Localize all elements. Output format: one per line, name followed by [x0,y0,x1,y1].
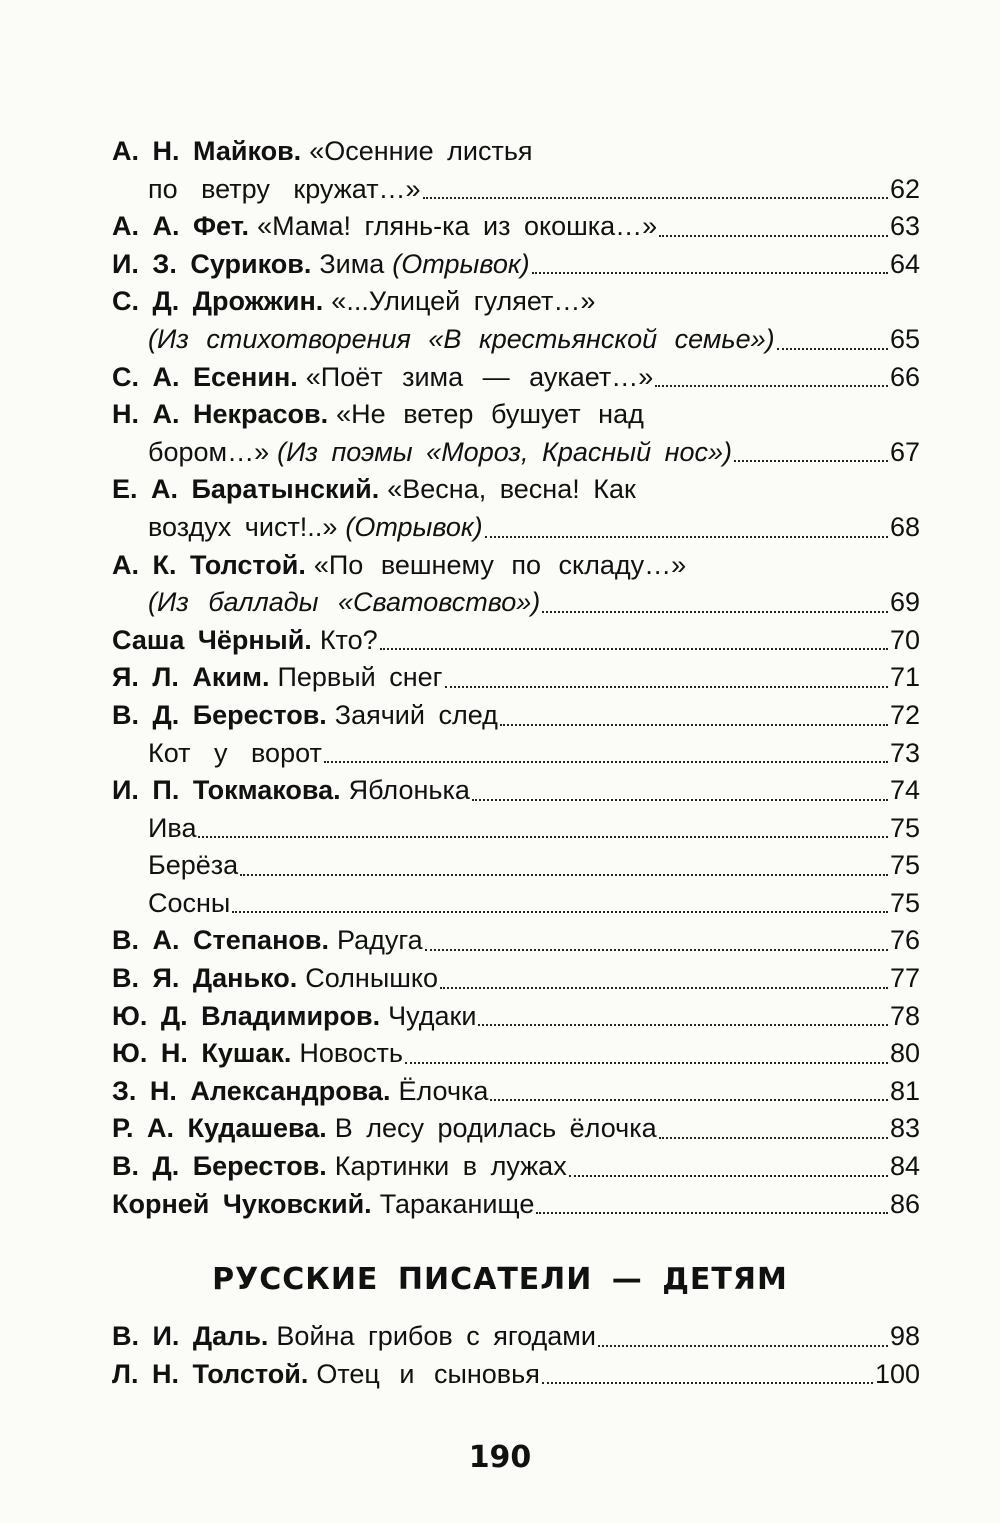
dot-leader [532,272,888,274]
entry-title: «Осенние листья [309,136,533,166]
dot-leader [405,1062,888,1064]
entry-title: Отец и сыновья [316,1358,540,1389]
entry-title: «...Улицей гуляет…» [331,286,596,317]
entry-author: В. Я. Данько. [112,963,298,994]
entry-note: (Отрывок) [392,248,530,279]
entry-author: И. П. Токмакова. [112,775,341,806]
dot-leader [777,348,888,350]
toc-entry-stepanov [112,922,920,960]
dot-leader [240,874,888,876]
toc-entry-tolstoy-ak [112,547,920,585]
table-of-contents-section [112,1318,920,1393]
toc-entry-vladimirov [112,998,920,1036]
toc-entry-kot-u-vorot [112,735,920,773]
entry-title-cont: бором…» [148,436,270,467]
entry-author: В. Д. Берестов. [112,699,327,730]
entry-title: Кот у ворот [148,737,322,768]
dot-leader [472,799,888,801]
entry-author: Р. А. Кудашева. [112,1113,327,1144]
entry-author: Ю. Н. Кушак. [112,1038,292,1069]
toc-entry-aleksandrova [112,1073,920,1111]
entry-title: Новость [299,1038,403,1069]
entry-title: Яблонька [348,775,470,806]
toc-entry-drozhzhin [112,283,920,321]
entry-page: 63 [889,211,920,242]
toc-entry-berestov-2 [112,1148,920,1186]
entry-page: 72 [889,699,920,730]
entry-note-cont: (Из стихотворения «В крестьянской семье») [148,323,775,354]
toc-entry-baratynsky-cont [112,509,920,547]
entry-page: 62 [889,173,920,204]
toc-entry-esenin [112,359,920,397]
entry-title-cont: по ветру кружат…» [148,173,421,204]
entry-title: Солнышко [305,963,439,994]
entry-page: 66 [889,361,920,392]
dot-leader [445,686,888,688]
entry-page: 98 [889,1321,920,1351]
entry-author: И. З. Суриков. [112,248,312,279]
entry-note-cont: (Отрывок) [345,511,483,542]
entry-title: Кто? [319,624,378,655]
entry-page: 69 [889,587,920,618]
toc-entry-kudasheva [112,1110,920,1148]
entry-author: А. Н. Майков. [112,136,302,166]
entry-author: В. А. Степанов. [112,925,329,956]
entry-page: 75 [889,887,920,918]
entry-note-cont: (Из баллады «Сватовство») [148,587,541,618]
entry-page: 73 [889,737,920,768]
toc-entry-tolstoy-ln [112,1356,920,1394]
entry-page: 84 [889,1151,920,1182]
entry-page: 76 [889,925,920,956]
entry-title: Война грибов с ягодами [276,1321,596,1351]
entry-page: 86 [889,1188,920,1219]
entry-author: Н. А. Некрасов. [112,399,329,430]
dot-leader [490,1099,888,1101]
toc-entry-drozhzhin-cont [112,321,920,359]
toc-entry-fet [112,208,920,246]
entry-page: 100 [874,1358,920,1389]
dot-leader [659,235,888,237]
toc-entry-iva [112,810,920,848]
entry-page: 67 [889,436,920,467]
dot-leader [324,761,888,763]
toc-entry-chukovsky [112,1186,920,1224]
entry-title: Радуга [336,925,423,956]
dot-leader [485,536,888,538]
entry-title: «Весна, весна! Как [387,474,636,505]
entry-title: «Не ветер бушует над [336,399,644,430]
entry-page: 83 [889,1113,920,1144]
entry-author: Л. Н. Толстой. [112,1358,309,1389]
entry-page: 80 [889,1038,920,1069]
entry-page: 74 [889,775,920,806]
toc-entry-sasha-cherny [112,622,920,660]
toc-entry-kushak [112,1035,920,1073]
entry-page: 75 [889,812,920,843]
entry-author: А. К. Толстой. [112,549,306,580]
toc-entry-nekrasov [112,396,920,434]
entry-author: В. Д. Берестов. [112,1151,327,1182]
toc-entry-dal [112,1318,920,1356]
entry-page: 65 [889,323,920,354]
toc-entry-danko [112,960,920,998]
dot-leader [542,1382,873,1384]
dot-leader [500,724,888,726]
entry-author: Саша Чёрный. [112,624,312,655]
dot-leader [440,987,888,989]
entry-title: Ива [148,812,197,843]
dot-leader [198,836,887,838]
toc-entry-akim [112,659,920,697]
entry-title: Зима [319,248,385,279]
dot-leader [659,1137,888,1139]
entry-title: «Поёт зима — аукает…» [305,361,654,392]
table-of-contents [112,133,920,1223]
entry-author: С. А. Есенин. [112,361,298,392]
toc-entry-sosny [112,885,920,923]
dot-leader [536,1212,888,1214]
toc-entry-baratynsky [112,471,920,509]
dot-leader [734,460,888,462]
entry-title: Картинки в лужах [334,1151,567,1182]
entry-page: 78 [889,1000,920,1031]
entry-author: С. Д. Дрожжин. [112,286,324,317]
toc-entry-maikov [112,133,920,171]
entry-title: Тараканище [379,1188,535,1219]
entry-author: А. А. Фет. [112,211,250,242]
entry-title: Чудаки [388,1000,477,1031]
dot-leader [478,1024,888,1026]
entry-author: З. Н. Александрова. [112,1075,391,1106]
section-heading: РУССКИЕ ПИСАТЕЛИ — ДЕТЯМ [212,1262,788,1297]
entry-title: Сосны [148,887,231,918]
toc-entry-nekrasov-cont [112,434,920,472]
entry-page: 75 [889,850,920,881]
entry-page: 77 [889,963,920,994]
toc-entry-tokmakova [112,772,920,810]
entry-title: Заячий след [334,699,498,730]
dot-leader [380,648,888,650]
dot-leader [655,385,888,387]
entry-title: В лесу родилась ёлочка [334,1113,657,1144]
toc-entry-bereza [112,847,920,885]
entry-title: Берёза [148,850,239,881]
entry-title: Первый снег [277,662,443,693]
dot-leader [542,611,888,613]
entry-author: Корней Чуковский. [112,1188,372,1219]
dot-leader [598,1345,888,1347]
entry-title: «По вешнему по складу…» [313,549,687,580]
toc-entry-berestov [112,697,920,735]
entry-author: Ю. Д. Владимиров. [112,1000,381,1031]
toc-entry-surikov [112,246,920,284]
entry-note-cont: (Из поэмы «Мороз, Красный нос») [277,436,733,467]
entry-page: 64 [889,248,920,279]
entry-title: Ёлочка [398,1075,489,1106]
entry-author: Е. А. Баратынский. [112,474,380,505]
page-number: 190 [468,1440,532,1475]
toc-entry-tolstoy-ak-cont [112,584,920,622]
entry-page: 68 [889,511,920,542]
entry-page: 71 [889,662,920,693]
entry-author: В. И. Даль. [112,1321,269,1351]
entry-author: Я. Л. Аким. [112,662,270,693]
entry-title: «Мама! глянь-ка из окошка…» [257,211,658,242]
dot-leader [569,1175,888,1177]
dot-leader [425,949,888,951]
entry-page: 70 [889,624,920,655]
dot-leader [232,911,888,913]
dot-leader [423,197,888,199]
entry-title-cont: воздух чист!..» [148,511,338,542]
toc-entry-maikov-cont [112,171,920,209]
entry-page: 81 [889,1075,920,1106]
